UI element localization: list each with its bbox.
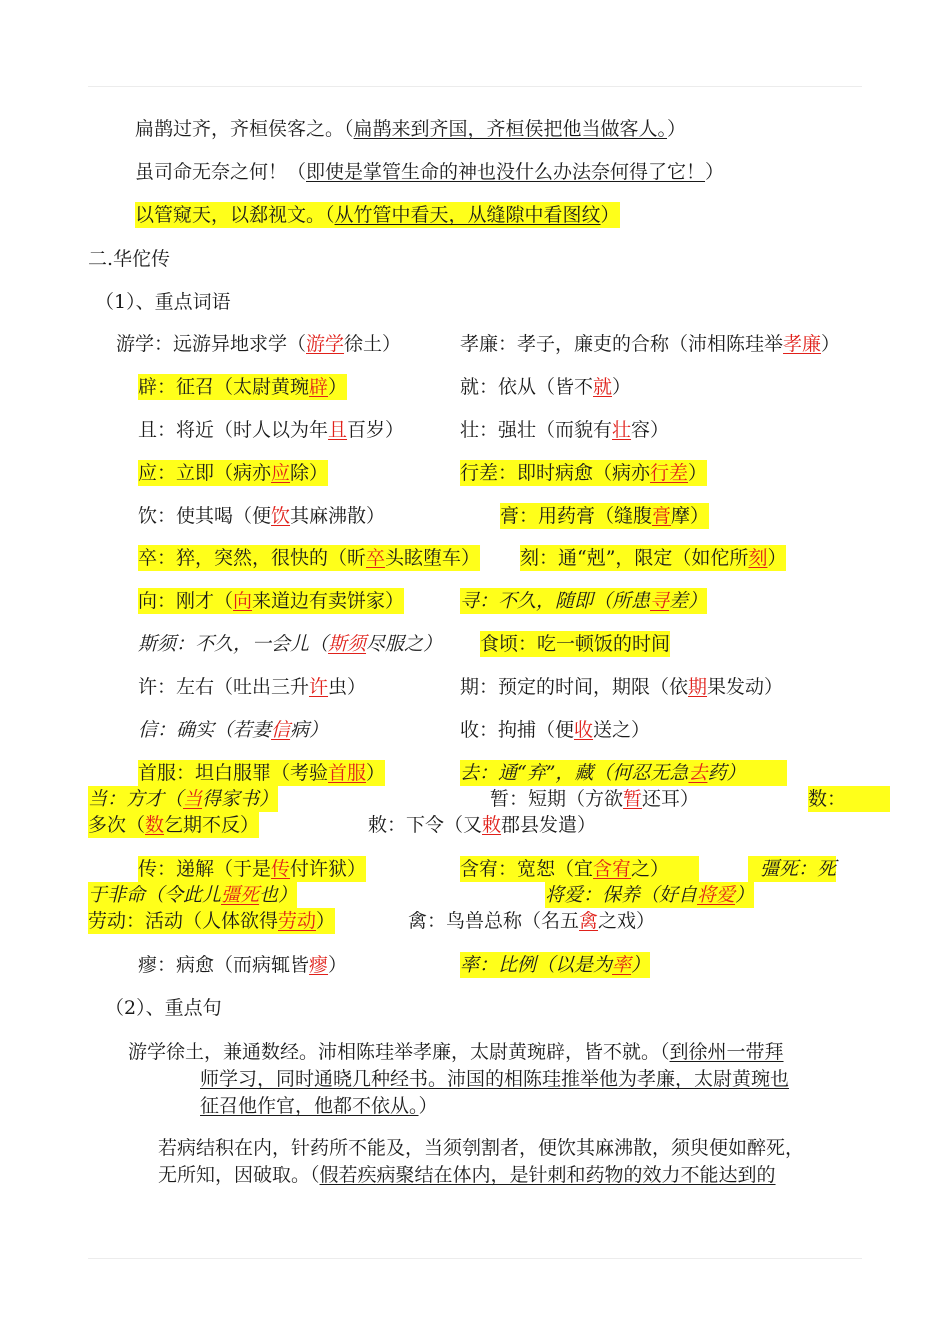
subsection-key-sentences: （2）、重点句 (105, 997, 222, 1019)
word-entry: 壮：强壮（而貌有壮容） (460, 419, 670, 441)
word-entry: 收：拘捕（便收送之） (460, 719, 651, 741)
sentence-line: 师学习，同时通晓几种经书。沛国的相陈珪推举他为孝廉，太尉黄琬也 (200, 1068, 790, 1090)
word-entry: 去：通“弃”，藏（何忍无急去药） (460, 760, 787, 786)
word-entry: 多次（数乞期不反） (88, 814, 260, 836)
word-entry: 辟：征召（太尉黄琬辟） (138, 376, 348, 398)
bottom-divider (88, 1258, 862, 1259)
word-entry: 信：确实（若妻信病） (138, 719, 329, 741)
section-title-huatuo: 二.华佗传 (88, 248, 171, 270)
word-entry: 应：立即（病亦应除） (138, 462, 329, 484)
word-entry: 敕：下令（又敕郡县发遣） (368, 814, 597, 836)
word-entry: 刻：通“剋”，限定（如佗所刻） (520, 547, 787, 569)
word-entry: 向：刚才（向来道边有卖饼家） (138, 590, 405, 612)
word-entry: 卒：猝，突然，很快的（昕卒头眩堕车） (138, 547, 481, 569)
word-entry: 食顷：吃一顿饭的时间 (480, 633, 671, 655)
word-entry: 于非命（令此儿彊死也） (88, 884, 298, 906)
top-divider (88, 86, 862, 87)
sentence-line: 若病结积在内，针药所不能及，当须刳割者，便饮其麻沸散，须臾便如醉死， (158, 1137, 805, 1159)
sentence-line: 游学徐土，兼通数经。沛相陈珪举孝廉，太尉黄琬辟，皆不就。（到徐州一带拜 (128, 1041, 784, 1063)
word-entry: 饮：使其喝（便饮其麻沸散） (138, 505, 386, 527)
sentence-line: 无所知，因破取。（假若疾病聚结在体内，是针刺和药物的效力不能达到的 (158, 1164, 776, 1186)
word-entry: 首服：坦白服罪（考验首服） (138, 762, 386, 784)
word-entry: 传：递解（于是传付许狱） (138, 858, 367, 880)
word-entry: 含宥：宽恕（宜含宥之） (460, 856, 699, 882)
word-entry: 暂：短期（方欲暂还耳） (490, 788, 700, 810)
quote-line-2: 虽司命无奈之何！（即使是掌管生命的神也没什么办法奈何得了它！） (135, 161, 725, 183)
sentence-line: 征召他作官，他都不依从。） (200, 1095, 438, 1117)
word-entry: 劳动：活动（人体欲得劳动） (88, 910, 336, 932)
word-entry: 行差：即时病愈（病亦行差） (460, 462, 708, 484)
quote-line-3: 以管窥天，以郄视文。（从竹管中看天，从缝隙中看图纹） (135, 204, 620, 226)
word-entry: 将爱：保养（好自将爱） (545, 884, 755, 906)
word-entry: 彊死：死 (748, 856, 836, 882)
quote-line-1: 扁鹊过齐，齐桓侯客之。（扁鹊来到齐国，齐桓侯把他当做客人。） (135, 118, 687, 140)
subsection-key-words: （1）、重点词语 (95, 291, 231, 313)
word-entry: 期：预定的时间，期限（依期果发动） (460, 676, 784, 698)
word-entry: 数： (808, 786, 890, 812)
word-entry: 禽：鸟兽总称（名五禽之戏） (408, 910, 656, 932)
word-entry: 当：方才（当得家书） (88, 788, 279, 810)
word-entry: 许：左右（吐出三升许虫） (138, 676, 367, 698)
word-entry: 孝廉：孝子，廉吏的合称（沛相陈珪举孝廉） (460, 333, 841, 355)
word-entry: 瘳：病愈（而病辄皆瘳） (138, 954, 348, 976)
word-entry: 寻：不久，随即（所患寻差） (460, 590, 708, 612)
word-entry: 且：将近（时人以为年且百岁） (138, 419, 405, 441)
word-entry: 游学：远游异地求学（游学徐土） (116, 333, 402, 355)
word-entry: 率：比例（以是为率） (460, 954, 651, 976)
word-entry: 就：依从（皆不就） (460, 376, 632, 398)
word-entry: 膏：用药膏（缝腹膏摩） (500, 505, 710, 527)
word-entry: 斯须：不久，一会儿（斯须尽服之） (138, 633, 443, 655)
